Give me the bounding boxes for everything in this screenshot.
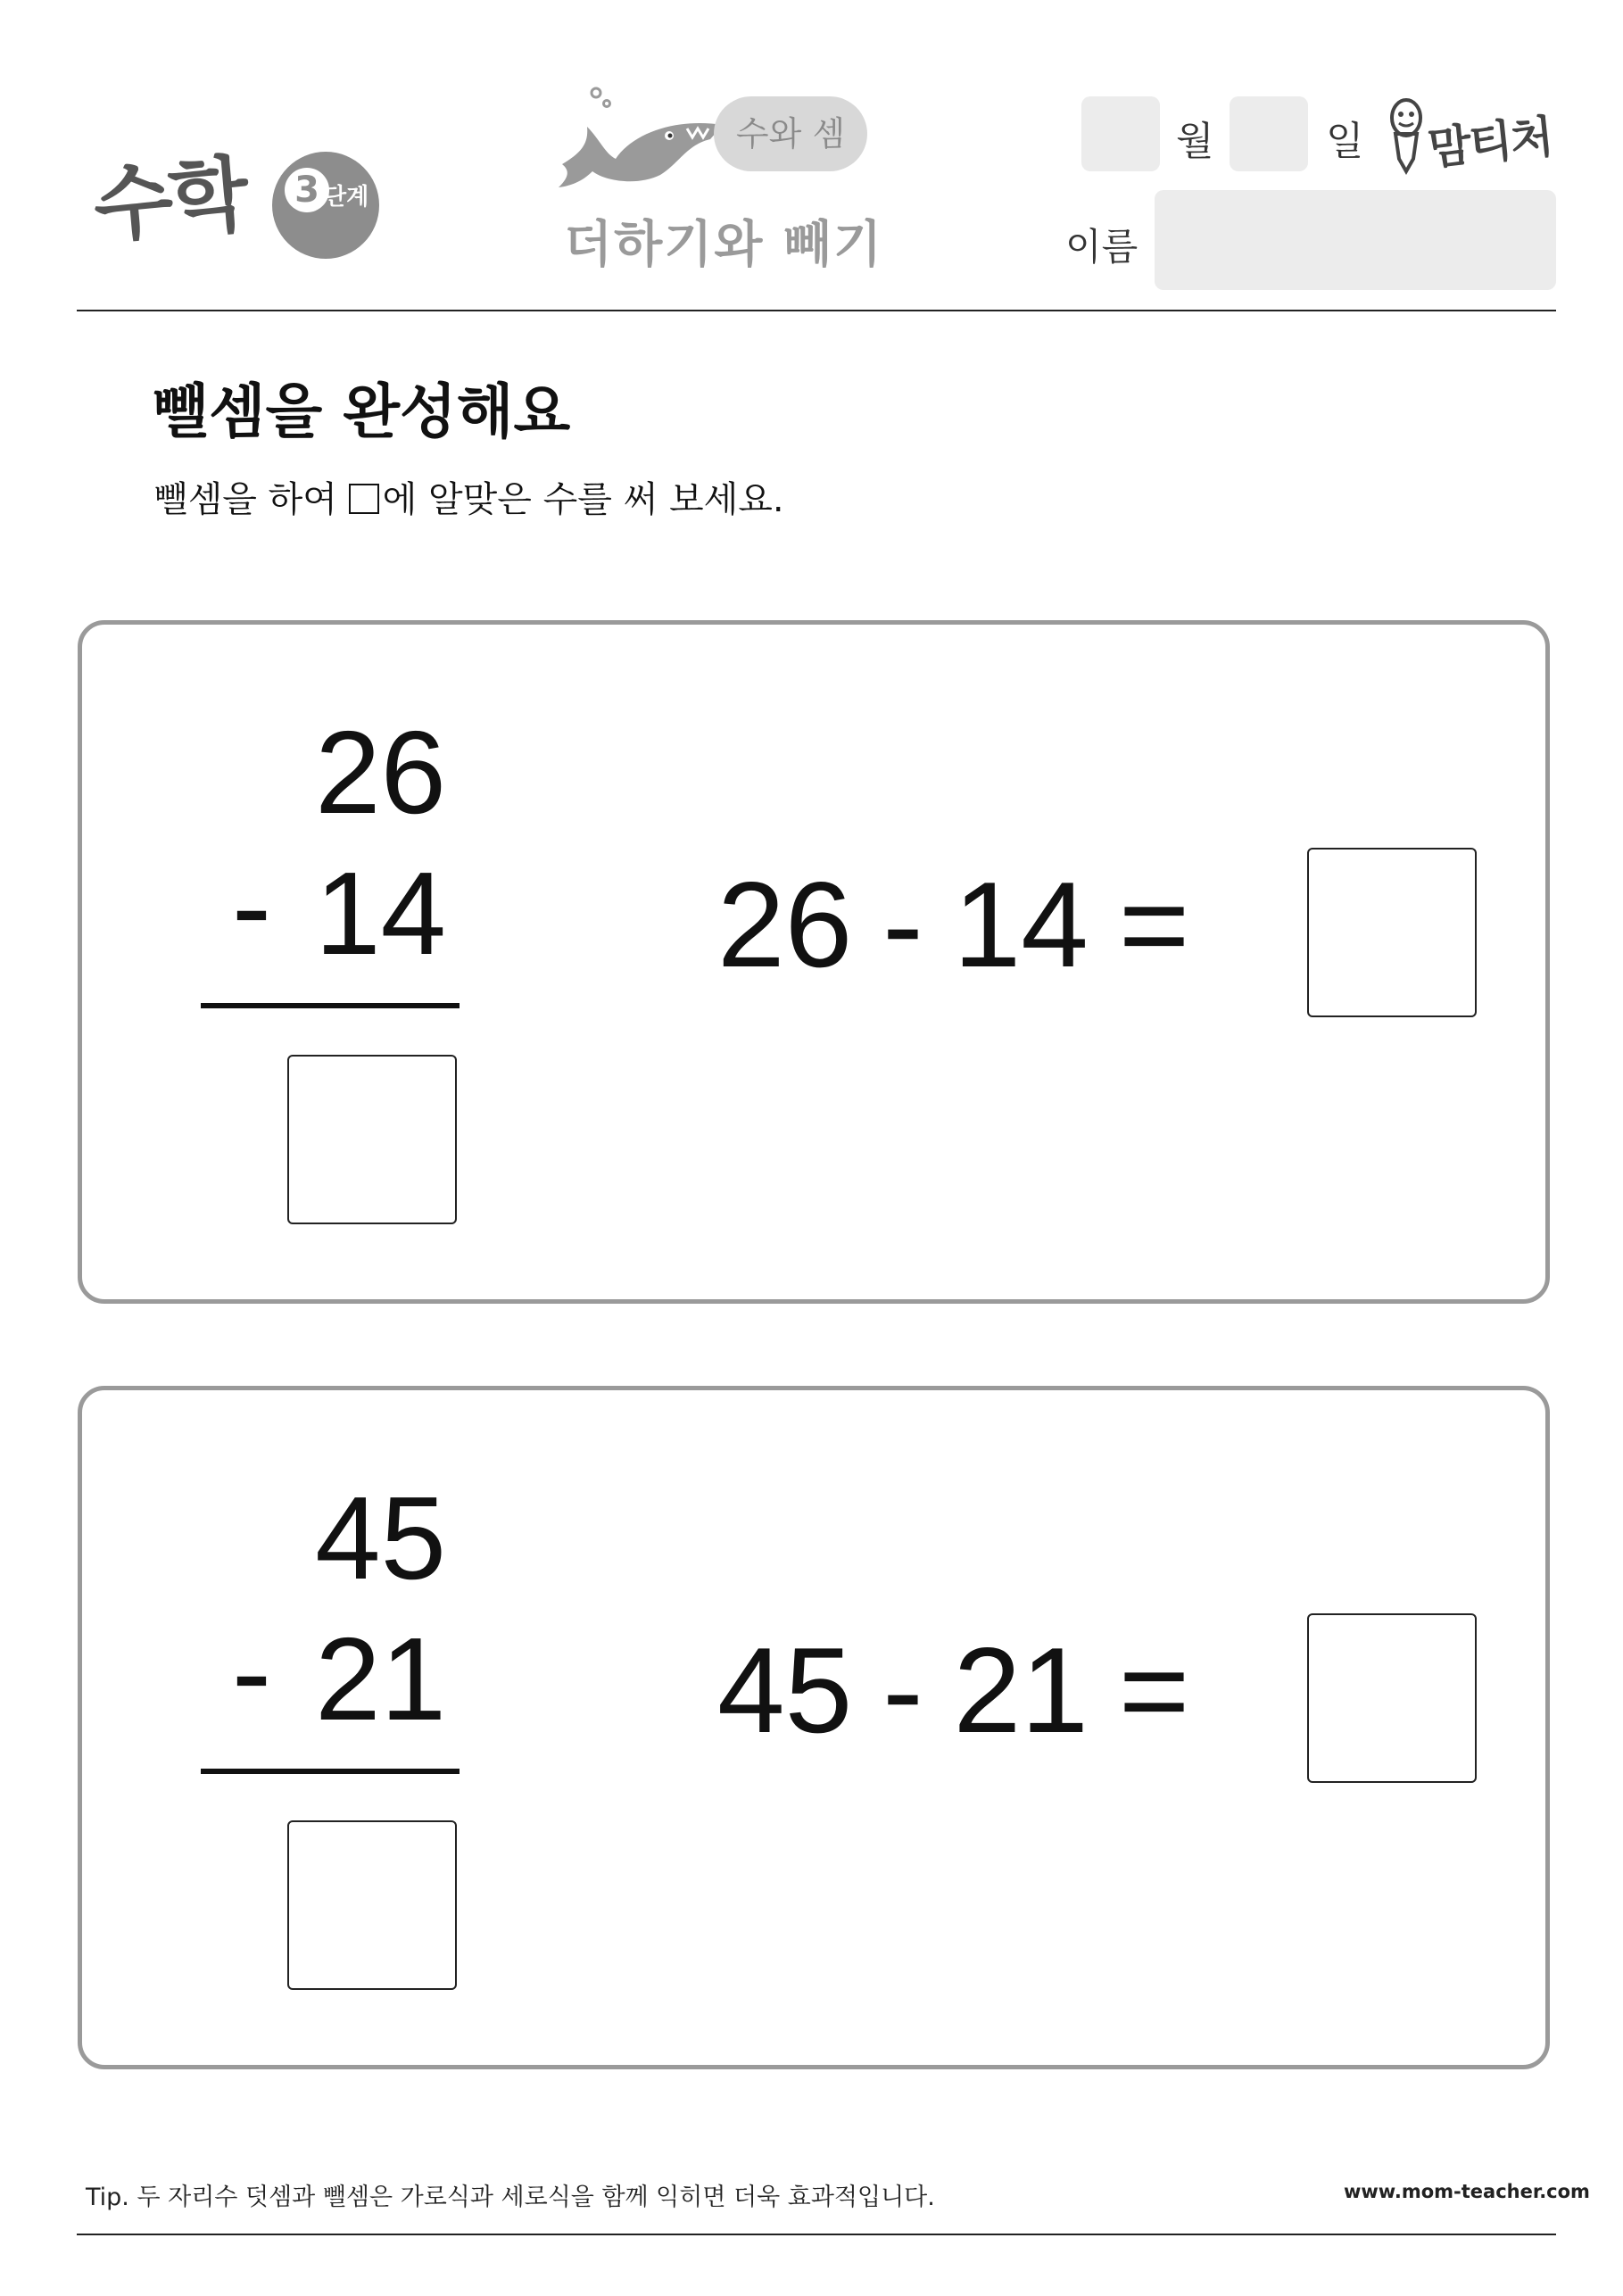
- month-label: 월: [1176, 119, 1214, 164]
- vertical-bottom-number: 14: [315, 848, 446, 979]
- horizontal-bottom-number: 21: [953, 1622, 1089, 1758]
- horizontal-minus-sign: -: [882, 857, 923, 992]
- name-input[interactable]: [1155, 190, 1556, 290]
- vertical-minus-sign: -: [232, 1606, 271, 1737]
- level-unit: 단계: [324, 184, 369, 211]
- instruction-tail: 에 알맞은 수를 써 보세요.: [382, 479, 784, 520]
- vertical-sum-line: [201, 1769, 460, 1774]
- brand-text: 맘티처: [1425, 110, 1554, 176]
- problem-card: [78, 1386, 1550, 2069]
- equals-sign: =: [1118, 857, 1190, 992]
- horizontal-bottom-number: 14: [953, 857, 1089, 992]
- horizontal-top-number: 45: [717, 1622, 853, 1758]
- horizontal-answer-box[interactable]: [1307, 1613, 1477, 1783]
- horizontal-top-number: 26: [717, 857, 853, 992]
- vertical-minus-sign: -: [232, 841, 271, 972]
- website-link[interactable]: www.mom-teacher.com: [1344, 2181, 1590, 2202]
- worksheet-subtitle: 더하기와 빼기: [564, 216, 884, 274]
- logo-text: 수학: [89, 145, 250, 255]
- day-input[interactable]: [1230, 96, 1308, 171]
- level-number: 3: [285, 168, 329, 212]
- instruction-lead: 뺄셈을 하여: [153, 479, 349, 520]
- vertical-top-number: 26: [315, 707, 446, 838]
- topic-badge: 수와 셈: [714, 96, 867, 171]
- brand-logo: [1388, 96, 1558, 177]
- equals-sign: =: [1118, 1622, 1190, 1758]
- horizontal-equation: [717, 857, 1220, 992]
- worksheet-title: 뺄셈을 완성해요: [152, 377, 571, 446]
- problem-card: [78, 620, 1550, 1304]
- header-divider: [77, 310, 1556, 311]
- month-input[interactable]: [1081, 96, 1160, 171]
- worksheet-logo: [89, 143, 397, 277]
- horizontal-minus-sign: -: [882, 1622, 923, 1758]
- vertical-bottom-number: 21: [315, 1613, 446, 1745]
- tip-text: Tip. 두 자리수 덧셈과 뺄셈은 가로식과 세로식을 함께 익히면 더욱 효과적입니다.: [86, 2184, 935, 2211]
- horizontal-answer-box[interactable]: [1307, 848, 1477, 1017]
- vertical-answer-box[interactable]: [287, 1820, 457, 1990]
- horizontal-equation: [717, 1622, 1220, 1758]
- blank-square-icon: [349, 484, 379, 514]
- day-label: 일: [1326, 119, 1364, 164]
- vertical-top-number: 45: [315, 1472, 446, 1604]
- pencil-icon: [1388, 96, 1428, 177]
- vertical-sum-line: [201, 1003, 460, 1008]
- vertical-answer-box[interactable]: [287, 1055, 457, 1224]
- level-badge: [272, 152, 379, 259]
- instruction-text: [153, 471, 784, 522]
- footer-divider: [77, 2234, 1556, 2235]
- name-label: 이름: [1065, 225, 1139, 269]
